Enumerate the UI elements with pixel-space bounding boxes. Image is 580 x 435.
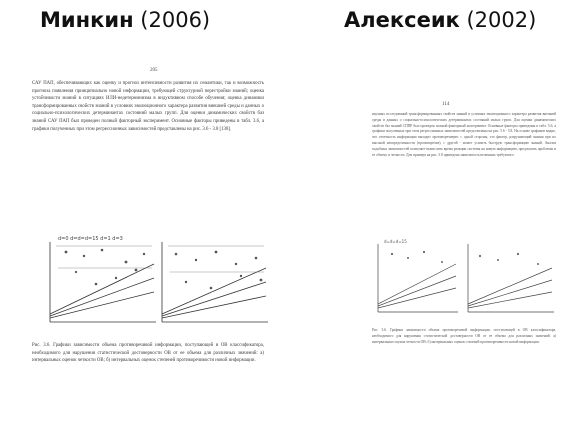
title-left-year: (2006) bbox=[140, 8, 211, 32]
title-left-name: Минкин bbox=[40, 8, 134, 32]
title-right-year: (2002) bbox=[466, 8, 537, 32]
page-number: 205 bbox=[150, 68, 158, 73]
scanned-page-right bbox=[364, 100, 560, 400]
scanned-chart bbox=[368, 236, 558, 322]
chart-label: d=d=d=15 bbox=[384, 239, 407, 244]
page-number: 114 bbox=[442, 102, 450, 107]
figure-caption: Рис. 3.6. Графики зависимости объема противоречивой информации, поступающей в ОВ классификатора, необходимого для нарушения статистической достоверности ОВ от ее объема для различных значений: а) интервальных оценок четкости ОВ; б) интервальных оценок степеней противоречивости новой информации. bbox=[32, 343, 264, 364]
chart-label: d=0 d=d=d=15 d=1 d=3 bbox=[58, 236, 123, 242]
title-right-name: Алексеик bbox=[344, 8, 460, 32]
page-body-text: САУ ПАП, обеспечивающих как оценку и прогноз интенсивности развития их семантики, так и возможность прогноза появления принципиально новой информации, требующей структурной перестройки знаний; оценка устойчивости знаний в ситуациях ИЛИ-недетерминизма в индуктивном способе обучения; оценка динамики трансформированных свойств знаний в условиях эволюционного характера развития внешней среды и данных о социально-психологических детерминантах состояний малых групп. Для оценки динамических свойств баз знаний САУ ПАП был проведен полный факторный эксперимент. Основные факторы приведены в табл. 3.6, а графики полученных при этом регрессионных зависимостей представлены на рис. 3.6 - 3.8 [138]. bbox=[32, 81, 264, 132]
title-alekseik bbox=[344, 8, 536, 32]
page-body-text: научных исследований трансформированных свойств знаний в условиях эволюционного характера развития внешней среды и данных о социально-психологических детерминантах состояний малых групп. Для оценки динамических свойств баз знаний СППР был проведен полный факторный эксперимент. Основные факторы приведены в табл. 5.6, а графики полученных при этом регрессионных зависимостей представлены на рис. 5.6 - 5.8. На основе графиков видно, что отчетность информации выходит противоречивую: с одной стороны, это фактор, разрушающий знания при их высокой неопределенности (противоречие), с другой - может усилить быструю трансформацию знаний. Анализ подобных зависимостей позволяет вычислить время реакции системы на новую информацию, предсказать проблемы и ее объему и четкости. Для примера на рис. 3.8 приведена зависимость величины требуемого bbox=[372, 112, 556, 157]
figure-caption: Рис. 3.6. Графики зависимости объема противоречивой информации, поступающей в ОВ классификатора, необходимого для нарушения статистической достоверности ОВ от ее объема для различных значений: а) интервальных оценок четкости ОВ; б) интервальных оценок степеней противоречивости новой информации. bbox=[372, 328, 556, 344]
scanned-page-left bbox=[28, 66, 284, 418]
title-minkin bbox=[40, 8, 210, 32]
scanned-chart bbox=[36, 232, 272, 336]
